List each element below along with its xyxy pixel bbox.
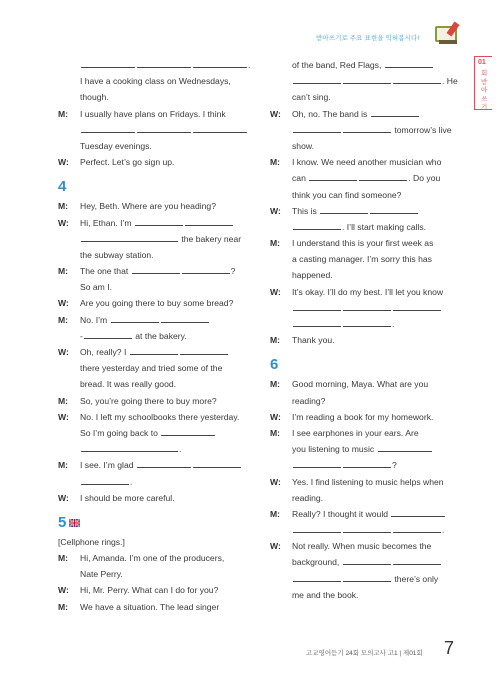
dialogue-line: a casting manager. I’m sorry this has [292,254,432,265]
dialogue-line: there’s only [270,571,466,587]
footer-caption: 고교영어듣기 24회 모의고사 고1 | 제01회 [306,650,423,657]
dialogue-line: ? [270,457,466,473]
dialogue-line: M: Thank you. [270,335,335,346]
dialogue-line: the bakery near [58,231,268,247]
dialogue-line: you listening to music [270,441,466,457]
dialogue-line: . [58,441,268,457]
dialogue-line: W: I’m reading a book for my homework. [270,411,434,422]
dialogue-line: M: Hi, Amanda. I’m one of the producers, [58,553,225,564]
side-tab-label: 회 받아쓰기 [481,70,488,111]
dialogue-line: the subway station. [80,249,154,260]
left-column [58,57,268,615]
dialogue-line: M: I know. We need another musician who [270,157,442,168]
dialogue-line: W: Perfect. Let’s go sign up. [58,157,175,168]
dialogue-line: Nate Perry. [80,569,123,580]
dialogue-line: W: Oh, really? I [58,344,268,360]
dialogue-line: bread. It was really good. [80,379,177,390]
dialogue-line: W: This is [270,203,466,219]
dialogue-line: W: It’s okay. I’ll do my best. I’ll let you know [270,286,444,297]
dialogue-line: W: I should be more careful. [58,492,175,503]
dialogue-line: M: I see earphones in your ears. Are [270,427,419,438]
dialogue-line: can’t sing. [292,92,331,103]
side-tab-number: 01 [478,59,486,66]
dialogue-line: there yesterday and tried some of the [80,363,223,374]
dialogue-line [58,122,268,138]
dialogue-line: M: Hey, Beth. Where are you heading? [58,201,216,212]
dialogue-line: W: Yes. I find listening to music helps when [270,476,444,487]
dialogue-line: M: No. I’m [58,312,268,328]
dialogue-line: . I’ll start making calls. [270,219,466,235]
dialogue-line: So I’m going back to [58,425,268,441]
dialogue-line: W: Not really. When music becomes the [270,541,432,552]
dialogue-line: M: Really? I thought it would [270,506,466,522]
dialogue-line: W: Hi, Ethan. I’m [58,215,268,231]
dialogue-line: W: No. I left my schoolbooks there yesterday. [58,411,240,422]
question-number: 6 [270,356,279,374]
dialogue-line: show. [292,140,314,151]
dialogue-line [270,300,466,316]
dialogue-line: reading? [292,395,326,406]
right-column [270,57,466,603]
chapter-side-tab [474,56,492,110]
dialogue-line: M: Good morning, Maya. What are you [270,379,429,390]
dialogue-line: [Cellphone rings.] [58,536,125,547]
dialogue-line: . [58,474,268,490]
dialogue-line: tomorrow’s live [270,122,466,138]
uk-flag-icon [69,519,80,527]
dialogue-line: of the band, Red Flags, [270,57,466,73]
dialogue-line: think you can find someone? [292,189,402,200]
notebook-pencil-icon [432,20,464,46]
dialogue-line: So am I. [80,282,112,293]
dialogue-line: though. [80,92,109,103]
dialogue-line: . [270,522,466,538]
dialogue-line: M: We have a situation. The lead singer [58,601,220,612]
dialogue-line: reading. [292,492,324,503]
dialogue-line: W: Are you going there to buy some bread? [58,298,234,309]
dialogue-line: . [270,316,466,332]
dialogue-line: - at the bakery. [58,328,268,344]
dialogue-line: background, [270,554,466,570]
dialogue-line: M: I understand this is your first week as [270,238,434,249]
question-number: 5 [58,512,268,534]
dialogue-line: I have a cooking class on Wednesdays, [80,76,231,87]
dialogue-line: . [58,57,268,73]
question-number: 4 [58,178,67,196]
dialogue-line: Tuesday evenings. [80,140,152,151]
dialogue-line: . He [270,73,466,89]
page-number: 7 [444,638,455,658]
dialogue-line: can . Do you [270,170,466,186]
dialogue-line: M: So, you’re going there to buy more? [58,395,217,406]
dialogue-line: me and the book. [292,589,359,600]
dialogue-line: M: The one that ? [58,263,268,279]
dialogue-line: W: Hi, Mr. Perry. What can I do for you? [58,585,219,596]
header-caption: 받아쓰기로 주요 표현을 익혀봅시다! [316,35,420,42]
dialogue-line: W: Oh, no. The band is [270,106,466,122]
dialogue-line: M: I see. I’m glad [58,457,268,473]
dialogue-line: happened. [292,270,333,281]
dialogue-line: M: I usually have plans on Fridays. I think [58,108,226,119]
